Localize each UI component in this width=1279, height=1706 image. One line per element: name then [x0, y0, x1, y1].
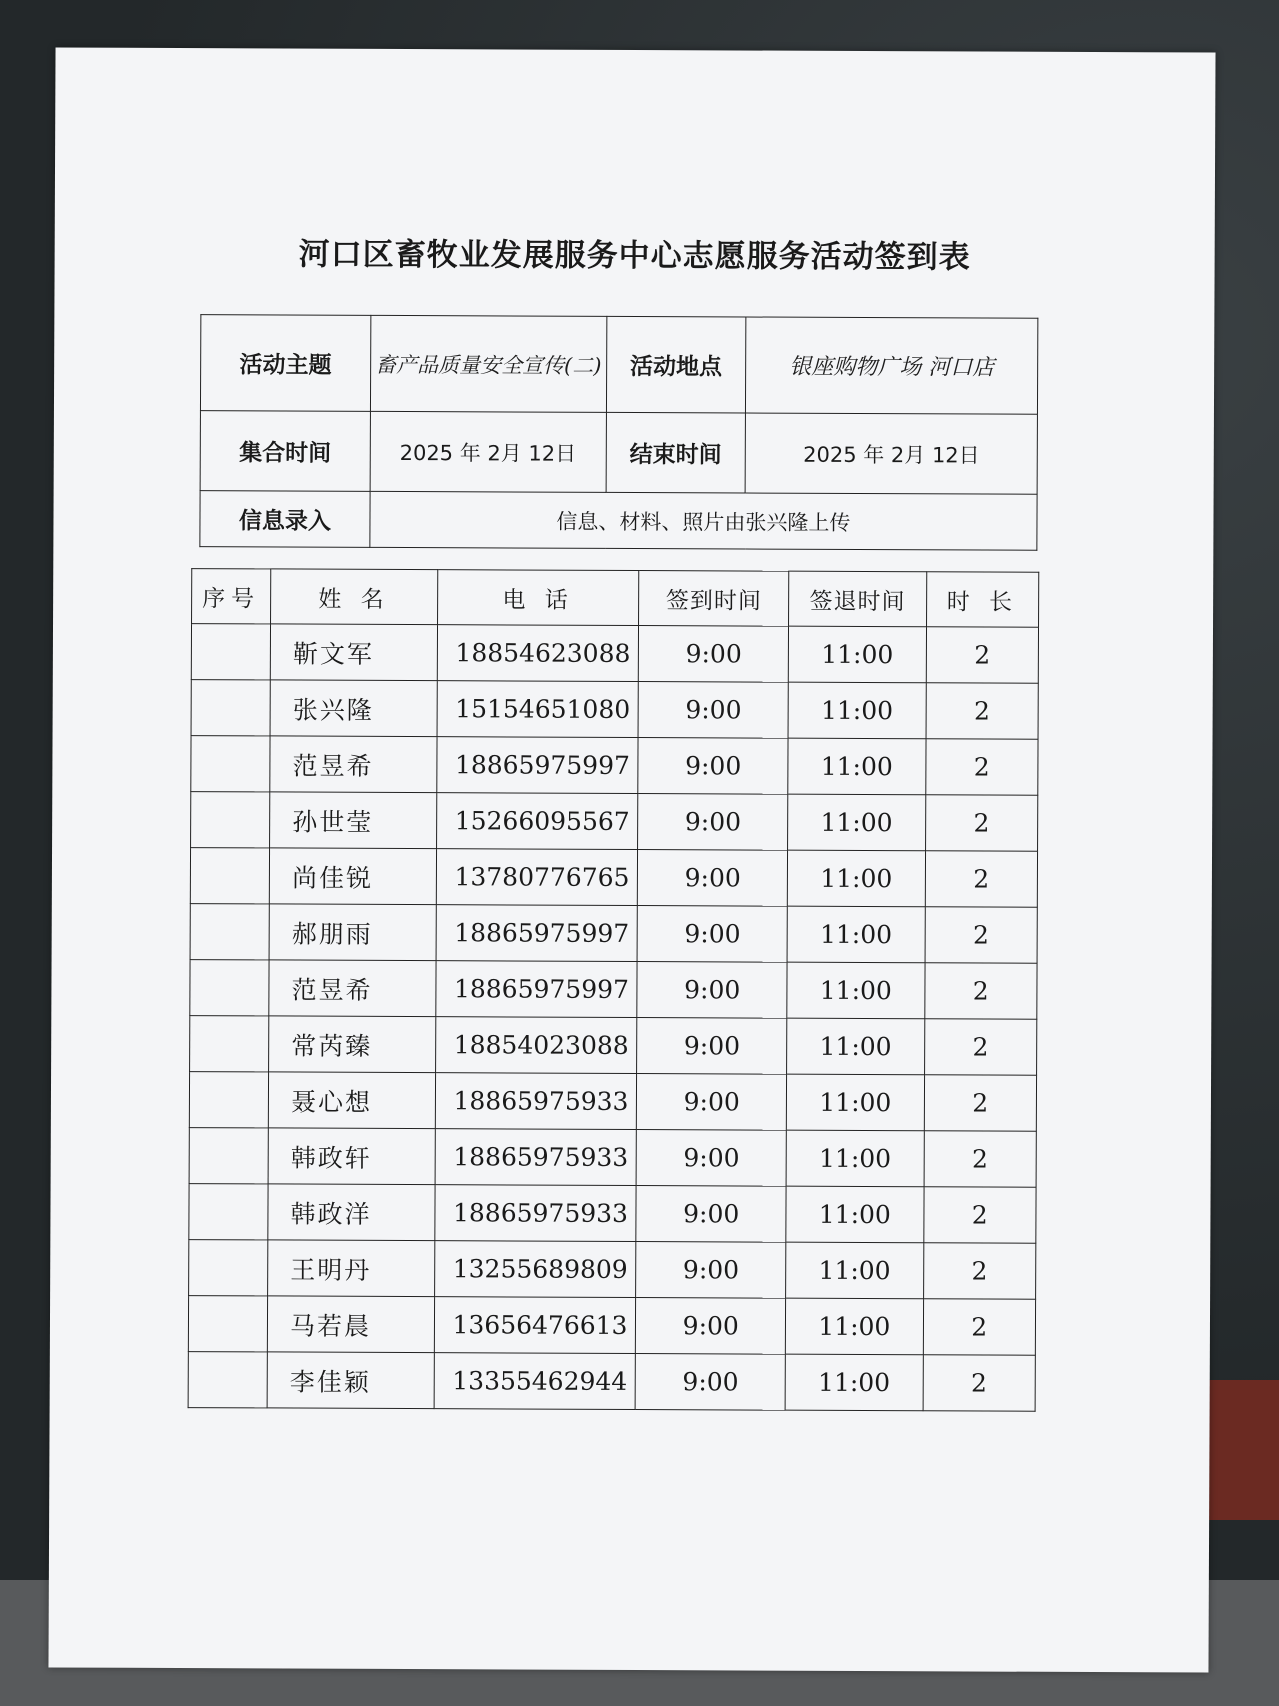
table-row: [189, 1072, 1036, 1132]
signer-name: 郝朋雨: [269, 904, 436, 961]
attendance-header-row: [192, 569, 1039, 628]
sign-in-time: 9:00: [635, 1354, 785, 1411]
table-row: [190, 904, 1037, 964]
theme-value: 畜产品质量安全宣传(二): [370, 315, 606, 412]
signer-name: 聂心想: [268, 1072, 435, 1129]
sign-in-time: 9:00: [638, 850, 788, 907]
attendance-table: [188, 568, 1040, 1412]
activity-info-table: [199, 314, 1038, 551]
duration: 2: [925, 851, 1038, 907]
row-number: [190, 960, 269, 1016]
row-number: [191, 736, 270, 792]
sign-out-time: 11:00: [788, 626, 926, 683]
column-header: 序号: [192, 569, 271, 624]
sign-out-time: 11:00: [787, 906, 925, 963]
end-time-value: 2025 年 2月 12日: [745, 413, 1037, 494]
duration: 2: [924, 1019, 1037, 1075]
table-row: [190, 960, 1037, 1020]
sign-in-time: 9:00: [638, 738, 788, 795]
sign-in-time: 9:00: [636, 1242, 786, 1299]
entry-label: 信息录入: [200, 491, 370, 548]
signer-name: 范昱希: [270, 736, 437, 793]
duration: 2: [923, 1243, 1036, 1299]
duration: 2: [923, 1355, 1036, 1411]
row-number: [190, 1016, 269, 1072]
column-header: 时 长: [926, 572, 1039, 627]
sign-out-time: 11:00: [788, 794, 926, 851]
signer-name: 王明丹: [268, 1240, 435, 1297]
row-number: [190, 904, 269, 960]
duration: 2: [923, 1187, 1036, 1243]
start-time-value: 2025 年 2月 12日: [370, 411, 606, 492]
sign-out-time: 11:00: [788, 850, 926, 907]
signer-name: 马若晨: [267, 1296, 434, 1353]
sign-out-time: 11:00: [787, 962, 925, 1019]
row-number: [189, 1240, 268, 1296]
row-number: [188, 1296, 267, 1352]
phone-number: 18854623088: [437, 625, 639, 682]
phone-number: 18865975997: [436, 737, 638, 794]
location-label: 活动地点: [606, 316, 746, 413]
sign-in-time: 9:00: [636, 1130, 786, 1187]
phone-number: 13656476613: [434, 1297, 636, 1354]
row-number: [189, 1184, 268, 1240]
phone-number: 13255689809: [434, 1241, 636, 1298]
table-row: [191, 680, 1038, 740]
duration: 2: [925, 795, 1038, 851]
row-number: [189, 1072, 268, 1128]
sign-in-sheet-paper: [48, 47, 1215, 1672]
phone-number: 13355462944: [434, 1353, 636, 1410]
duration: 2: [924, 1131, 1037, 1187]
sign-in-time: 9:00: [637, 906, 787, 963]
entry-value: 信息、材料、照片由张兴隆上传: [370, 491, 1037, 550]
table-row: [189, 1240, 1036, 1300]
signer-name: 范昱希: [269, 960, 436, 1017]
signer-name: 李佳颖: [267, 1352, 434, 1409]
sign-out-time: 11:00: [786, 1298, 924, 1355]
sign-out-time: 11:00: [787, 1074, 925, 1131]
row-number: [189, 1128, 268, 1184]
sign-out-time: 11:00: [788, 738, 926, 795]
sign-out-time: 11:00: [785, 1354, 923, 1411]
phone-number: 18865975933: [435, 1073, 637, 1130]
theme-label: 活动主题: [200, 315, 370, 412]
document-title: 河口区畜牧业发展服务中心志愿服务活动签到表: [298, 236, 971, 276]
sign-in-time: 9:00: [637, 1018, 787, 1075]
start-time-label: 集合时间: [200, 411, 370, 492]
sign-out-time: 11:00: [786, 1242, 924, 1299]
column-header: 签退时间: [789, 571, 927, 627]
duration: 2: [925, 739, 1038, 795]
phone-number: 18865975933: [435, 1129, 637, 1186]
row-number: [191, 792, 270, 848]
table-row: [191, 736, 1038, 796]
phone-number: 18854023088: [435, 1017, 637, 1074]
signer-name: 孙世莹: [270, 792, 437, 849]
sign-out-time: 11:00: [787, 1018, 925, 1075]
column-header: 签到时间: [639, 571, 789, 627]
duration: 2: [924, 1075, 1037, 1131]
sign-in-time: 9:00: [636, 1186, 786, 1243]
table-row: [188, 1296, 1035, 1356]
phone-number: 15266095567: [436, 793, 638, 850]
sign-out-time: 11:00: [786, 1186, 924, 1243]
phone-number: 18865975997: [435, 961, 637, 1018]
end-time-label: 结束时间: [606, 412, 746, 493]
table-row: [190, 1016, 1037, 1076]
sign-in-time: 9:00: [639, 626, 789, 683]
signer-name: 张兴隆: [270, 680, 437, 737]
duration: 2: [924, 963, 1037, 1019]
sign-in-time: 9:00: [638, 794, 788, 851]
signer-name: 韩政轩: [268, 1128, 435, 1185]
signer-name: 韩政洋: [268, 1184, 435, 1241]
row-number: [191, 680, 270, 736]
sign-out-time: 11:00: [788, 682, 926, 739]
table-row: [191, 792, 1038, 852]
phone-number: 15154651080: [437, 681, 639, 738]
sign-in-time: 9:00: [638, 682, 788, 739]
table-row: [191, 624, 1038, 684]
table-row: [189, 1184, 1036, 1244]
duration: 2: [923, 1299, 1036, 1355]
table-row: [188, 1352, 1035, 1412]
location-value: 银座购物广场 河口店: [746, 317, 1038, 414]
table-row: [189, 1128, 1036, 1188]
sign-out-time: 11:00: [786, 1130, 924, 1187]
duration: 2: [925, 907, 1038, 963]
row-number: [191, 624, 270, 680]
signer-name: 尚佳锐: [269, 848, 436, 905]
duration: 2: [926, 683, 1039, 739]
phone-number: 18865975997: [436, 905, 638, 962]
sign-in-time: 9:00: [636, 1298, 786, 1355]
row-number: [188, 1352, 267, 1408]
signer-name: 靳文军: [270, 624, 437, 681]
column-header: 电 话: [437, 570, 639, 626]
sign-in-time: 9:00: [637, 962, 787, 1019]
column-header: 姓 名: [271, 569, 438, 625]
table-row: [190, 848, 1037, 908]
sign-in-time: 9:00: [637, 1074, 787, 1131]
phone-number: 18865975933: [434, 1185, 636, 1242]
signer-name: 常芮臻: [269, 1016, 436, 1073]
duration: 2: [926, 627, 1039, 683]
phone-number: 13780776765: [436, 849, 638, 906]
row-number: [190, 848, 269, 904]
